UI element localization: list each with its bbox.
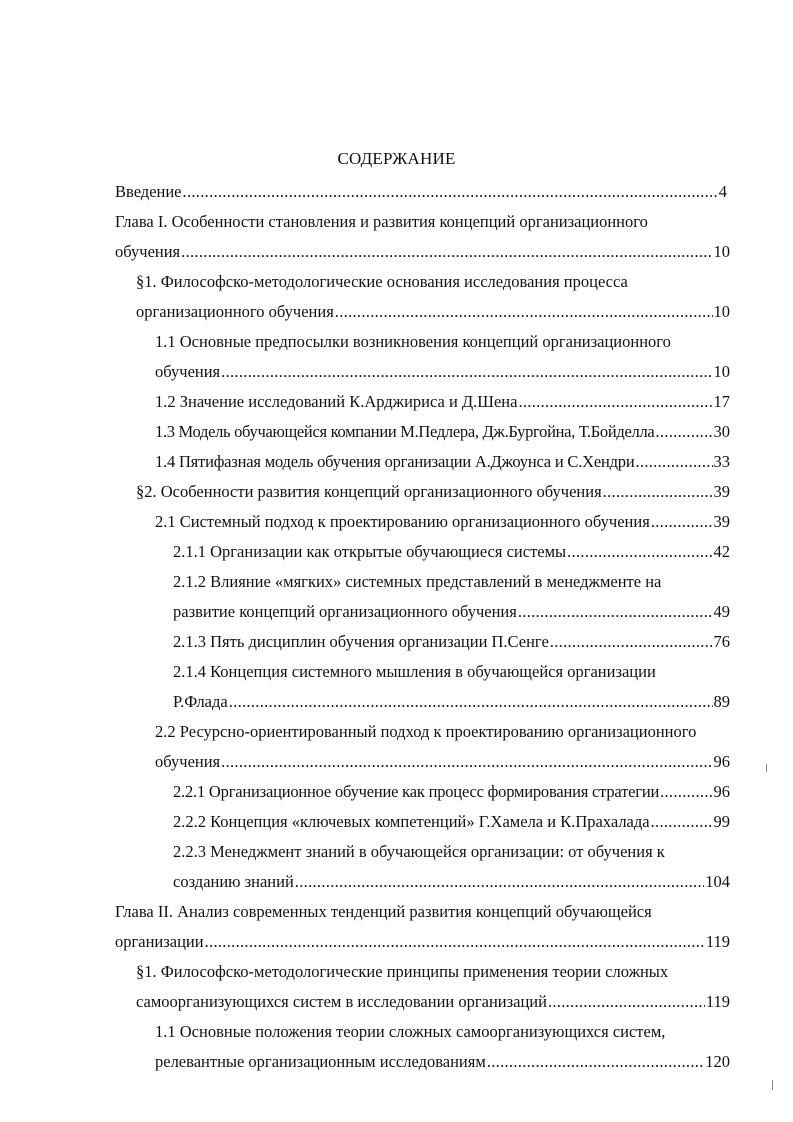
leader-dots — [660, 781, 712, 803]
leader-dots — [603, 481, 713, 503]
toc-entry — [173, 781, 730, 803]
toc-entry-text: организации — [115, 932, 204, 951]
toc-entry-continuation — [173, 601, 730, 623]
toc-page-number: 120 — [705, 1052, 730, 1071]
toc-entry-text: 1.2 Значение исследований К.Арджириса и Д.Шена — [155, 392, 518, 411]
leader-dots — [487, 1051, 704, 1073]
toc-page-number: 119 — [705, 932, 730, 951]
toc-entry-continuation — [136, 301, 730, 323]
toc-entry-continuation — [155, 361, 730, 383]
toc-entry-text: §1. Философско-методологические принципы применения теории сложных — [136, 962, 669, 981]
toc-entry — [115, 211, 648, 233]
toc-page-number: 96 — [713, 782, 730, 801]
toc-page-number: 39 — [713, 482, 730, 501]
leader-dots — [651, 811, 713, 833]
toc-page-number: 30 — [713, 422, 730, 441]
toc-entry — [173, 541, 730, 563]
toc-entry-text: 1.1 Основные предпосылки возникновения концепций организационного — [155, 332, 671, 351]
toc-page-number: 17 — [713, 392, 730, 411]
toc-entry-continuation — [173, 871, 730, 893]
toc-entry-continuation — [115, 241, 730, 263]
toc-entry — [136, 481, 730, 503]
toc-entry-text: 2.1.3 Пять дисциплин обучения организации П.Сенге — [173, 632, 549, 651]
toc-entry-text: §2. Особенности развития концепций организационного обучения — [136, 482, 602, 501]
leader-dots — [518, 391, 712, 413]
toc-entry-text: 2.1.4 Концепция системного мышления в обучающейся организации — [173, 662, 656, 681]
toc-entry-text: Глава II. Анализ современных тенденций развития концепций обучающейся — [115, 902, 652, 921]
toc-entry-text: развитие концепций организационного обучения — [173, 602, 517, 621]
toc-page-number: 39 — [713, 512, 730, 531]
toc-entry-continuation — [155, 751, 730, 773]
leader-dots — [229, 691, 713, 713]
toc-entry — [155, 421, 730, 443]
toc-entry — [136, 961, 668, 983]
toc-entry — [155, 721, 696, 743]
toc-entry-text: §1. Философско-методологические основания исследования процесса — [136, 272, 628, 291]
toc-entry-text: организационного обучения — [136, 302, 334, 321]
toc-page-number: 89 — [713, 692, 730, 711]
toc-entry — [173, 811, 730, 833]
toc-entry-text: 2.2.2 Концепция «ключевых компетенций» Г.Хамела и К.Прахалада — [173, 812, 650, 831]
toc-entry — [155, 511, 730, 533]
toc-entry — [173, 661, 656, 683]
toc-entry-text: 2.1.2 Влияние «мягких» системных представлений в менеджменте на — [173, 572, 662, 591]
toc-page-number: 119 — [705, 992, 730, 1011]
toc-entry-text: 2.1 Системный подход к проектированию организационного обучения — [155, 512, 650, 531]
toc-entry-text: 2.2.3 Менеджмент знаний в обучающейся организации: от обучения к — [173, 842, 665, 861]
toc-entry-continuation — [173, 691, 730, 713]
toc-entry-text: самоорганизующихся систем в исследовании организаций — [136, 992, 547, 1011]
page-title: СОДЕРЖАНИЕ — [337, 149, 456, 168]
leader-dots — [635, 451, 712, 473]
toc-entry-continuation — [115, 931, 730, 953]
toc-entry — [136, 271, 628, 293]
toc-page-number: 10 — [713, 362, 730, 381]
toc-entry-text: 1.1 Основные положения теории сложных самоорганизующихся систем, — [155, 1022, 666, 1041]
leader-dots — [221, 361, 712, 383]
toc-entry-continuation — [136, 991, 730, 1013]
toc-entry-text: 2.2.1 Организационное обучение как процесс формирования стратегии — [173, 782, 660, 801]
leader-dots — [205, 931, 705, 953]
toc-entry-text: 1.3 Модель обучающейся компании М.Педлера, Дж.Бургойна, Т.Бойделла — [155, 422, 655, 441]
toc-entry-text: Введение — [115, 182, 182, 201]
toc-entry-text: 2.2 Ресурсно-ориентированный подход к проектированию организационного — [155, 722, 697, 741]
toc-page-number: 104 — [705, 872, 730, 891]
toc-entry-text: Р.Флада — [173, 692, 228, 711]
toc-entry — [155, 331, 671, 353]
toc-page-number: 99 — [713, 812, 730, 831]
toc-entry-text: Глава I. Особенности становления и развития концепций организационного — [115, 212, 648, 231]
scan-mark — [772, 1080, 773, 1090]
toc-entry — [155, 451, 730, 473]
toc-page-number: 76 — [713, 632, 730, 651]
toc-entry — [173, 571, 661, 593]
toc-entry-text: обучения — [115, 242, 181, 261]
toc-page-number: 10 — [713, 242, 730, 261]
leader-dots — [655, 421, 712, 443]
toc-entry-text: 1.4 Пятифазная модель обучения организации А.Джоунса и С.Хендри — [155, 452, 635, 471]
toc-page-number: 49 — [713, 602, 730, 621]
scan-mark — [766, 764, 767, 772]
toc-page-number: 96 — [713, 752, 730, 771]
leader-dots — [335, 301, 713, 323]
toc-entry — [173, 841, 665, 863]
leader-dots — [295, 871, 704, 893]
toc-page-number: 10 — [713, 302, 730, 321]
toc-entry — [155, 391, 730, 413]
toc-page-number: 33 — [713, 452, 730, 471]
toc-entry — [155, 1021, 665, 1043]
leader-dots — [550, 631, 713, 653]
toc-entry — [115, 181, 727, 203]
toc-entry-text: обучения — [155, 752, 221, 771]
leader-dots — [221, 751, 712, 773]
toc-entry-continuation — [155, 1051, 730, 1073]
toc-page-number: 42 — [713, 542, 730, 561]
leader-dots — [183, 181, 718, 203]
leader-dots — [567, 541, 712, 563]
leader-dots — [651, 511, 713, 533]
toc-entry-text: созданию знаний — [173, 872, 294, 891]
toc-entry — [115, 901, 652, 923]
toc-entry — [173, 631, 730, 653]
leader-dots — [548, 991, 705, 1013]
leader-dots — [181, 241, 712, 263]
toc-entry-text: релевантные организационным исследованиям — [155, 1052, 486, 1071]
toc-entry-text: обучения — [155, 362, 221, 381]
toc-page-number: 4 — [718, 182, 727, 201]
toc-entry-text: 2.1.1 Организации как открытые обучающиеся системы — [173, 542, 567, 561]
leader-dots — [518, 601, 713, 623]
